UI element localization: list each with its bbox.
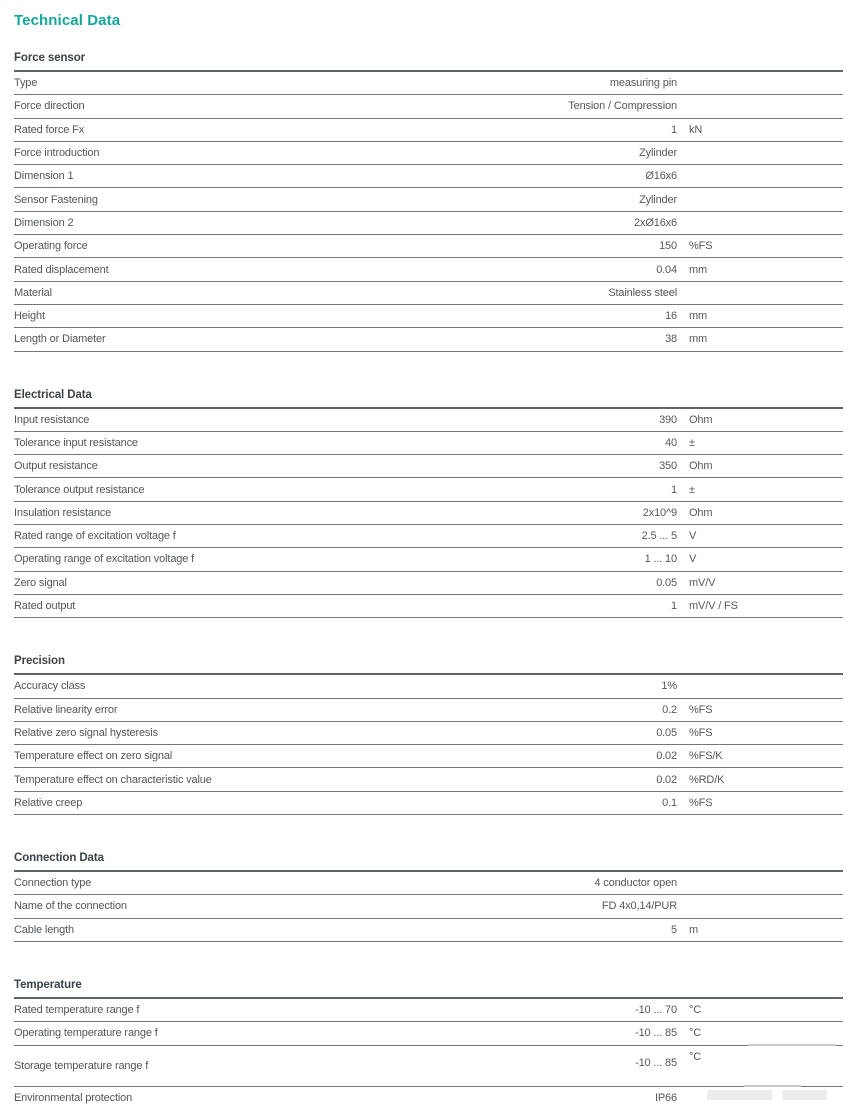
row-label: Accuracy class (14, 680, 86, 693)
row-value: 0.1 (662, 796, 677, 809)
table-row (14, 258, 843, 281)
row-unit: V (689, 530, 697, 543)
sections-container (14, 52, 843, 1105)
row-label: Sensor Fastening (14, 193, 98, 206)
table-row (14, 919, 843, 942)
section-table (14, 673, 843, 815)
row-value: 40 (665, 437, 677, 449)
section-title: Precision (14, 655, 65, 668)
table-row (14, 525, 843, 548)
row-unit: kN (689, 123, 703, 136)
table-row (14, 142, 843, 165)
table-row (14, 305, 843, 328)
section (14, 979, 843, 1105)
table-row (14, 502, 843, 525)
row-value: 390 (659, 413, 677, 426)
row-label: Length or Diameter (14, 333, 106, 346)
row-value: FD 4x0,14/PUR (601, 900, 677, 913)
row-label: Temperature effect on characteristic value (14, 773, 212, 786)
section-table (14, 870, 843, 942)
row-value: Stainless steel (608, 286, 677, 299)
row-value: 5 (671, 923, 677, 936)
table-row (14, 1087, 843, 1105)
row-unit: mV/V (689, 576, 716, 589)
row-value: Ø16x6 (645, 170, 677, 183)
row-unit: Ohm (689, 460, 713, 473)
table-row (14, 792, 843, 815)
row-label: Storage temperature range f (14, 1059, 149, 1072)
table-row (14, 548, 843, 571)
row-unit: ± (689, 483, 695, 496)
table-row (14, 212, 843, 235)
row-value: 1 (671, 123, 677, 136)
row-label: Tolerance input resistance (14, 437, 138, 449)
table-row (14, 1022, 843, 1045)
table-row (14, 409, 843, 432)
table-row (14, 745, 843, 768)
table-row (14, 999, 843, 1022)
row-label: Operating force (14, 240, 88, 253)
table-row (14, 675, 843, 698)
row-value: Zylinder (639, 147, 677, 160)
section (14, 852, 843, 942)
row-label: Material (14, 286, 52, 299)
row-label: Input resistance (14, 413, 90, 426)
row-value: 2x10^9 (642, 506, 677, 519)
row-value: 0.05 (656, 726, 677, 739)
row-label: Rated output (14, 600, 76, 613)
row-unit: %FS (689, 240, 713, 253)
table-row (14, 1046, 843, 1087)
row-value: -10 ... 85 (635, 1056, 677, 1069)
row-value: 1 ... 10 (644, 553, 677, 566)
row-unit: V (689, 553, 697, 566)
row-label: Rated range of excitation voltage f (14, 530, 176, 543)
table-row (14, 595, 843, 618)
row-unit: %FS (689, 703, 713, 716)
row-unit: °C (689, 1004, 702, 1017)
row-value: measuring pin (609, 77, 677, 90)
row-label: Cable length (14, 923, 74, 936)
table-row (14, 455, 843, 478)
row-value: Zylinder (639, 193, 677, 206)
table-row (14, 895, 843, 918)
table-row (14, 432, 843, 455)
section-table (14, 70, 843, 352)
row-unit: %FS (689, 726, 713, 739)
row-unit: mV/V / FS (689, 600, 738, 613)
row-unit: mm (689, 310, 708, 323)
table-row (14, 72, 843, 95)
row-label: Height (14, 310, 45, 323)
row-label: Dimension 2 (14, 216, 74, 229)
row-value: 150 (659, 240, 677, 253)
row-unit: m (689, 923, 699, 936)
row-unit: mm (689, 263, 708, 276)
row-label: Insulation resistance (14, 506, 112, 519)
row-label: Relative creep (14, 796, 83, 809)
table-row (14, 872, 843, 895)
section-title: Temperature (14, 978, 82, 991)
section-table (14, 407, 843, 619)
row-value: 4 conductor open (594, 877, 677, 890)
row-value: 0.02 (656, 773, 677, 786)
row-value: -10 ... 70 (635, 1004, 677, 1017)
table-row (14, 572, 843, 595)
row-value: 1 (671, 600, 677, 613)
row-label: Force introduction (14, 147, 100, 160)
row-value: 1% (661, 680, 677, 693)
row-unit: °C (689, 1050, 702, 1063)
row-label: Force direction (14, 100, 85, 113)
section (14, 52, 843, 352)
table-row (14, 722, 843, 745)
row-label: Type (14, 77, 38, 90)
row-label: Name of the connection (14, 900, 127, 913)
row-label: Dimension 1 (14, 170, 74, 183)
row-unit: mm (689, 333, 708, 346)
table-row (14, 95, 843, 118)
row-label: Zero signal (14, 576, 67, 589)
row-value: 0.02 (656, 750, 677, 763)
row-label: Operating temperature range f (14, 1027, 158, 1040)
row-label: Environmental protection (14, 1091, 133, 1104)
row-value: 2.5 ... 5 (641, 530, 677, 543)
row-label: Relative zero signal hysteresis (14, 726, 158, 739)
row-value: Tension / Compression (568, 100, 677, 113)
section-title: Electrical Data (14, 388, 92, 401)
table-row (14, 328, 843, 351)
row-unit: %RD/K (689, 773, 725, 786)
row-value: 16 (665, 310, 677, 323)
row-label: Output resistance (14, 460, 98, 473)
row-value: -10 ... 85 (635, 1027, 677, 1040)
table-row (14, 165, 843, 188)
section-table (14, 997, 843, 1105)
table-row (14, 188, 843, 211)
section-title: Connection Data (14, 852, 104, 865)
row-value: 0.04 (656, 263, 677, 276)
row-label: Connection type (14, 877, 92, 890)
row-label: Rated temperature range f (14, 1004, 140, 1017)
row-label: Operating range of excitation voltage f (14, 553, 195, 566)
table-row (14, 768, 843, 791)
section (14, 655, 843, 815)
table-row (14, 235, 843, 258)
row-unit: Ohm (689, 413, 713, 426)
table-row (14, 282, 843, 305)
row-value: IP66 (654, 1091, 677, 1104)
row-value: 38 (665, 333, 677, 346)
row-unit: °C (689, 1027, 702, 1040)
row-label: Relative linearity error (14, 703, 118, 716)
table-row (14, 699, 843, 722)
row-label: Temperature effect on zero signal (14, 750, 173, 763)
row-unit: ± (689, 437, 695, 449)
row-value: 1 (671, 483, 677, 496)
row-value: 2xØ16x6 (634, 216, 677, 229)
row-value: 0.05 (656, 576, 677, 589)
row-value: 0.2 (662, 703, 677, 716)
row-label: Rated displacement (14, 263, 109, 276)
section-title: Force sensor (14, 52, 86, 64)
row-label: Tolerance output resistance (14, 483, 145, 496)
row-value: 350 (659, 460, 677, 473)
row-unit: %FS/K (689, 750, 723, 763)
section (14, 389, 843, 619)
row-label: Rated force Fx (14, 123, 85, 136)
table-row (14, 478, 843, 501)
page-title: Technical Data (14, 12, 121, 29)
row-unit: %FS (689, 796, 713, 809)
row-unit: Ohm (689, 506, 713, 519)
table-row (14, 119, 843, 142)
